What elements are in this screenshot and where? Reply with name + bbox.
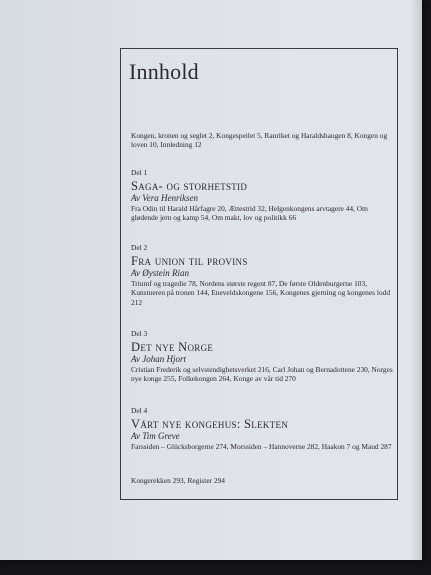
section-author: Av Tim Greve [131, 431, 180, 441]
section-number: Del 4 [131, 406, 148, 415]
section-del-3 [131, 329, 393, 384]
appendix-entries: Kongerekken 293, Register 294 [131, 476, 226, 485]
section-del-4 [131, 406, 393, 451]
section-chapters: Cristian Frederik og selvstendighetsverket 216, Carl Johan og Bernadottene 230, Norges nye konge 255, Folkekongen 264, Konge av vår tid 270 [131, 365, 393, 384]
contents-frame [120, 48, 398, 500]
section-title: Det nye Norge [131, 340, 214, 354]
section-title: Vårt nye kongehus: Slekten [131, 417, 289, 431]
section-author: Av Johan Hjort [131, 354, 186, 364]
section-chapters: Fra Odin til Harald Hårfagre 20, Ættestrid 32, Helgenkongens arvtagere 44, Om glødende jern og kamp 54, Om makt, lov og politikk 66 [131, 204, 368, 223]
section-number: Del 1 [131, 168, 148, 177]
section-title: Fra union til provins [131, 254, 248, 268]
page-title: Innhold [129, 59, 199, 84]
section-author: Av Øystein Rian [131, 268, 189, 278]
page-shadow [410, 0, 422, 560]
section-chapters: Triumf og tragedie 78, Nordens største regent 87, De første Oldenburgerne 103, Kunstneren på tronen 144, Eneveldskongene 156, Kongenes gjerning og kongenes lodd 212 [131, 279, 391, 307]
section-author: Av Vera Henriksen [131, 193, 198, 203]
section-number: Del 3 [131, 329, 148, 338]
section-del-2 [131, 243, 393, 307]
intro-entries: Kongen, kronen og seglet 2, Kongespeilet 5, Ranriket og Haraldshaugen 8, Kongen og loven 10, Innledning 12 [131, 131, 388, 150]
section-title: Saga- og storhetstid [131, 179, 248, 193]
section-number: Del 2 [131, 243, 148, 252]
section-del-1 [131, 168, 393, 223]
section-chapters: Farssiden – Glücksborgerne 274, Morssiden – Hannoverne 282, Haakon 7 og Maud 287 [131, 442, 392, 451]
